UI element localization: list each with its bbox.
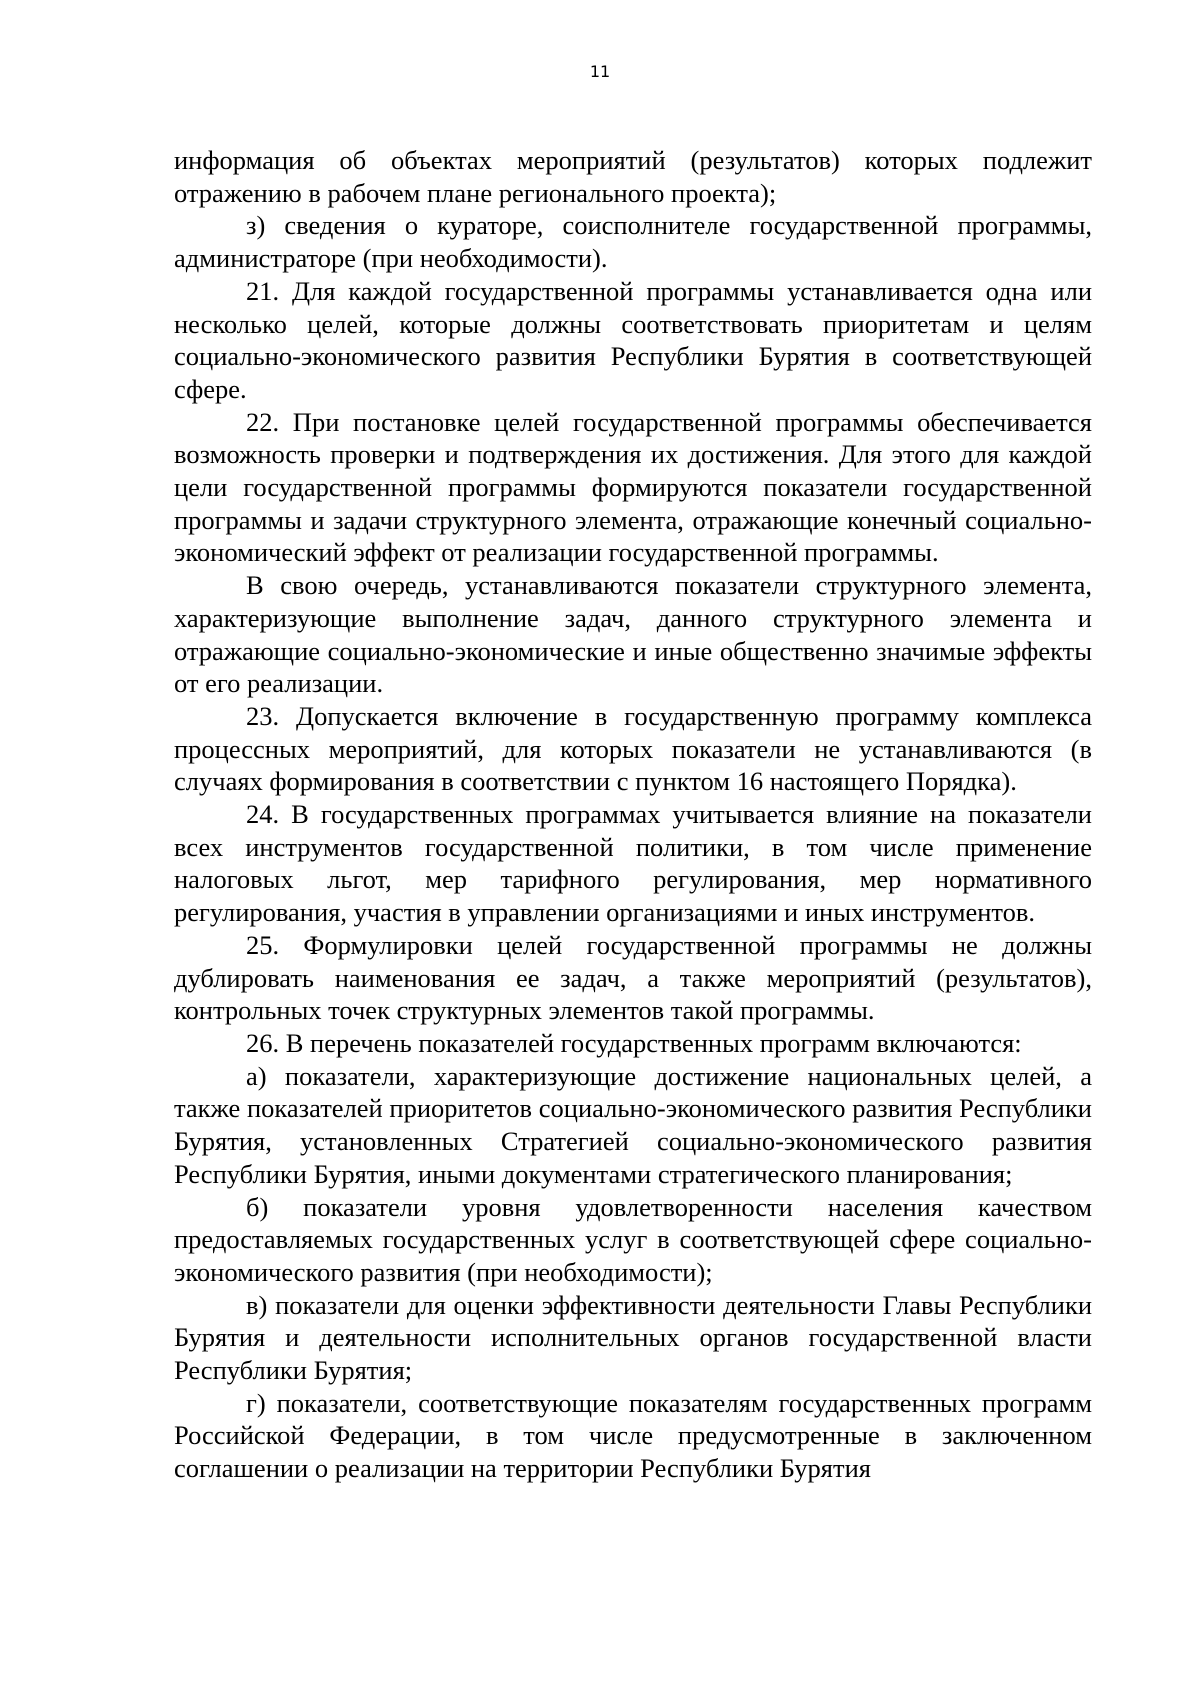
paragraph-26-item-a: а) показатели, характеризующие достижение национальных целей, а также показателей приоритетов социально-экономического развития Республики Бурятия, установленных Стратегией социально-экономического развития Республики Бурятия, иными документами стратегического планирования; <box>174 1060 1092 1189</box>
paragraph-26-item-v: в) показатели для оценки эффективности деятельности Главы Республики Бурятия и деятельности исполнительных органов государственной власти Республики Бурятия; <box>174 1289 1092 1386</box>
paragraph-26-item-g: г) показатели, соответствующие показателям государственных программ Российской Федерации, в том числе предусмотренные в заключенном соглашении о реализации на территории Республики Бурятия <box>174 1387 1092 1484</box>
paragraph-25: 25. Формулировки целей государственной программы не должны дублировать наименования ее задач, а также мероприятий (результатов), контрольных точек структурных элементов такой программы. <box>174 929 1092 1026</box>
paragraph-22: 22. При постановке целей государственной программы обеспечивается возможность проверки и подтверждения их достижения. Для этого для каждой цели государственной программы формируются показатели государственной программы и задачи структурного элемента, отражающие конечный социально-экономический эффект от реализации государственной программы. <box>174 406 1092 568</box>
paragraph-continued: информация об объектах мероприятий (результатов) которых подлежит отражению в рабочем плане регионального проекта); <box>174 145 1092 208</box>
paragraph-23: 23. Допускается включение в государственную программу комплекса процессных мероприятий, для которых показатели не устанавливаются (в случаях формирования в соответствии с пунктом 16 настоящего Порядка). <box>174 700 1092 797</box>
paragraph-21: 21. Для каждой государственной программы устанавливается одна или несколько целей, которые должны соответствовать приоритетам и целям социально-экономического развития Республики Бурятия в соответствующей сфере. <box>174 275 1092 404</box>
document-body <box>174 144 1092 1485</box>
paragraph-24: 24. В государственных программах учитывается влияние на показатели всех инструментов государственной политики, в том числе применение налоговых льгот, мер тарифного регулирования, мер нормативного регулирования, участия в управлении организациями и иных инструментов. <box>174 799 1092 928</box>
paragraph-26: 26. В перечень показателей государственных программ включаются: <box>246 1027 1022 1058</box>
paragraph-item-z: з) сведения о кураторе, соисполнителе государственной программы, администраторе (при необходимости). <box>174 210 1092 274</box>
paragraph-26-item-b: б) показатели уровня удовлетворенности населения качеством предоставляемых государственных услуг в соответствующей сфере социально-экономического развития (при необходимости); <box>174 1191 1092 1287</box>
page-number: 11 <box>589 62 611 81</box>
paragraph-22-continued: В свою очередь, устанавливаются показатели структурного элемента, характеризующие выполнение задач, данного структурного элемента и отражающие социально-экономические и иные общественно значимые эффекты от его реализации. <box>174 570 1092 699</box>
